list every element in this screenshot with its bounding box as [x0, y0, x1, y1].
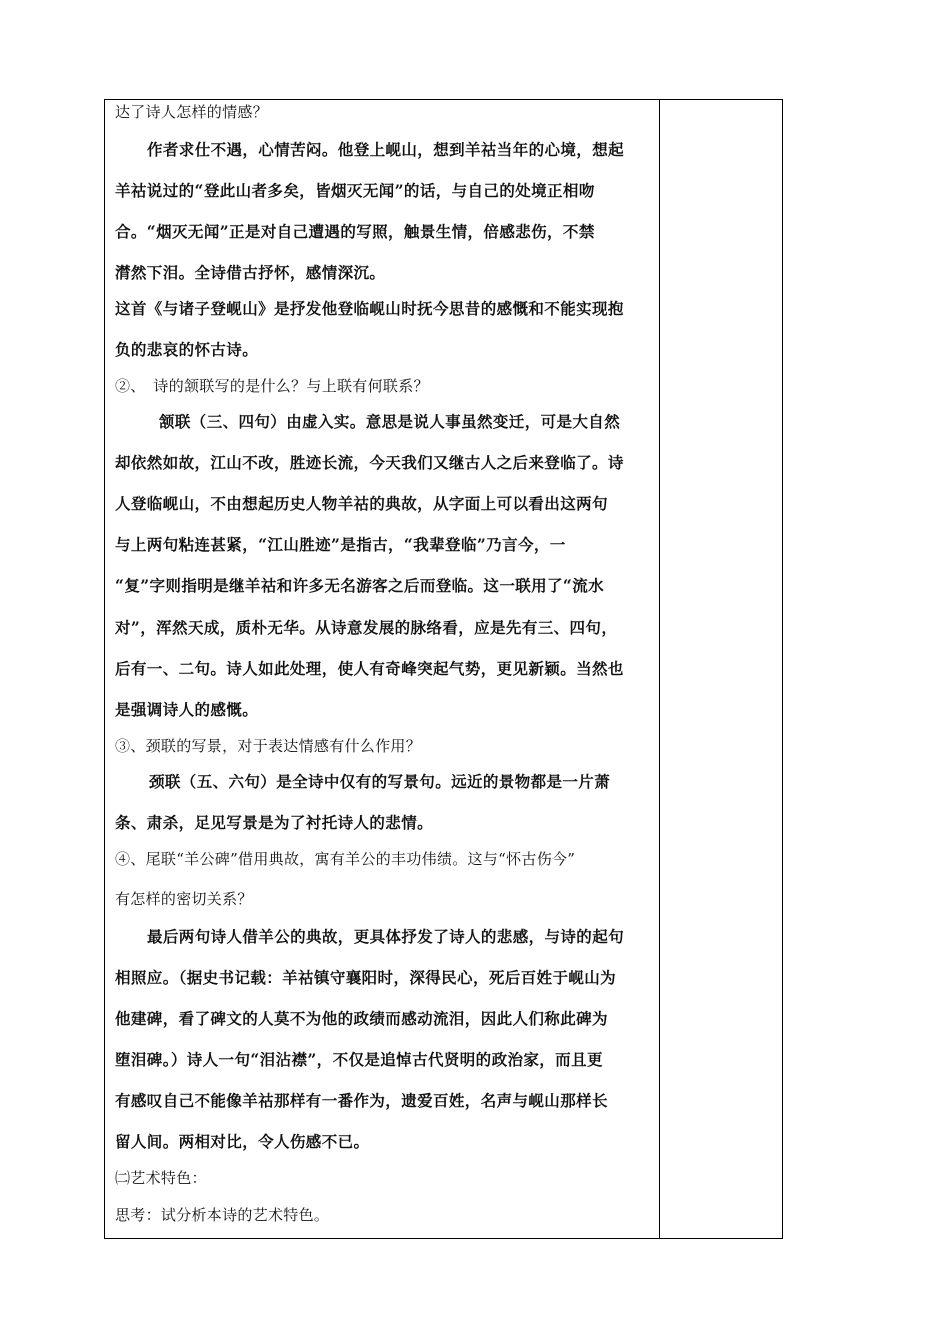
question-line: 达了诗人怎样的情感？ [115, 103, 269, 121]
notes-cell [660, 100, 782, 1238]
answer-line: 人登临岘山，不由想起历史人物羊祜的典故，从字面上可以看出这两句 [115, 494, 608, 513]
question-line: 有怎样的密切关系？ [115, 890, 253, 908]
answer-line: 作者求仕不遇，心情苦闷。他登上岘山，想到羊祜当年的心境，想起 [147, 140, 625, 159]
lesson-table [104, 99, 783, 1239]
answer-line: 是强调诗人的感慨。 [115, 700, 259, 719]
answer-line: 潸然下泪。全诗借古抒怀，感情深沉。 [115, 263, 386, 282]
answer-line: “复”字则指明是继羊祜和许多无名游客之后而登临。这一联用了“流水 [115, 576, 605, 595]
answer-line: 最后两句诗人借羊公的典故，更具体抒发了诗人的悲感，与诗的起句 [147, 927, 625, 946]
answer-line: 与上两句粘连甚紧，“江山胜迹”是指古，“我辈登临”乃言今，一 [115, 535, 566, 554]
answer-line: 对”，浑然天成，质朴无华。从诗意发展的脉络看，应是先有三、四句， [115, 618, 618, 637]
answer-line: 有感叹自己不能像羊祜那样有一番作为，遗爱百姓，名声与岘山那样长 [115, 1091, 608, 1110]
answer-line: 堕泪碑。）诗人一句“泪沾襟”，不仅是追悼古代贤明的政治家，而且更 [115, 1050, 603, 1069]
answer-line: 后有一、二句。诗人如此处理，使人有奇峰突起气势，更见新颖。当然也 [115, 659, 624, 678]
question-line: ②、 诗的颔联写的是什么？与上联有何联系？ [115, 377, 429, 395]
question-line: ④、尾联“羊公碑”借用典故，寓有羊公的丰功伟绩。这与“怀古伤今” [115, 850, 576, 868]
question-line: ③、颈联的写景，对于表达情感有什么作用？ [115, 737, 422, 755]
answer-line: 颔联（三、四句）由虚入实。意思是说人事虽然变迁，可是大自然 [159, 412, 621, 431]
answer-line: 这首《与诸子登岘山》是抒发他登临岘山时抚今思昔的感慨和不能实现抱 [115, 299, 624, 318]
answer-line: 他建碑，看了碑文的人莫不为他的政绩而感动流泪，因此人们称此碑为 [115, 1009, 608, 1028]
answer-line: 条、肃杀，足见写景是为了衬托诗人的悲情。 [115, 813, 434, 832]
question-line: 思考：试分析本诗的艺术特色。 [115, 1206, 330, 1224]
answer-line: 相照应。（据史书记载：羊祜镇守襄阳时，深得民心，死后百姓于岘山为 [115, 968, 617, 987]
answer-line: 合。“烟灭无闻”正是对自己遭遇的写照，触景生情，倍感悲伤，不禁 [115, 222, 595, 241]
answer-line: 却依然如故，江山不改，胜迹长流，今天我们又继古人之后来登临了。诗 [115, 453, 624, 472]
answer-line: 负的悲哀的怀古诗。 [115, 340, 259, 359]
answer-line: 留人间。两相对比，令人伤感不已。 [115, 1132, 370, 1151]
answer-line: 羊祜说过的“登此山者多矣，皆烟灭无闻”的话，与自己的处境正相吻 [115, 181, 595, 200]
answer-line: 颈联（五、六句）是全诗中仅有的写景句。远近的景物都是一片萧 [149, 772, 611, 791]
section-heading: ㈡艺术特色： [115, 1169, 207, 1187]
